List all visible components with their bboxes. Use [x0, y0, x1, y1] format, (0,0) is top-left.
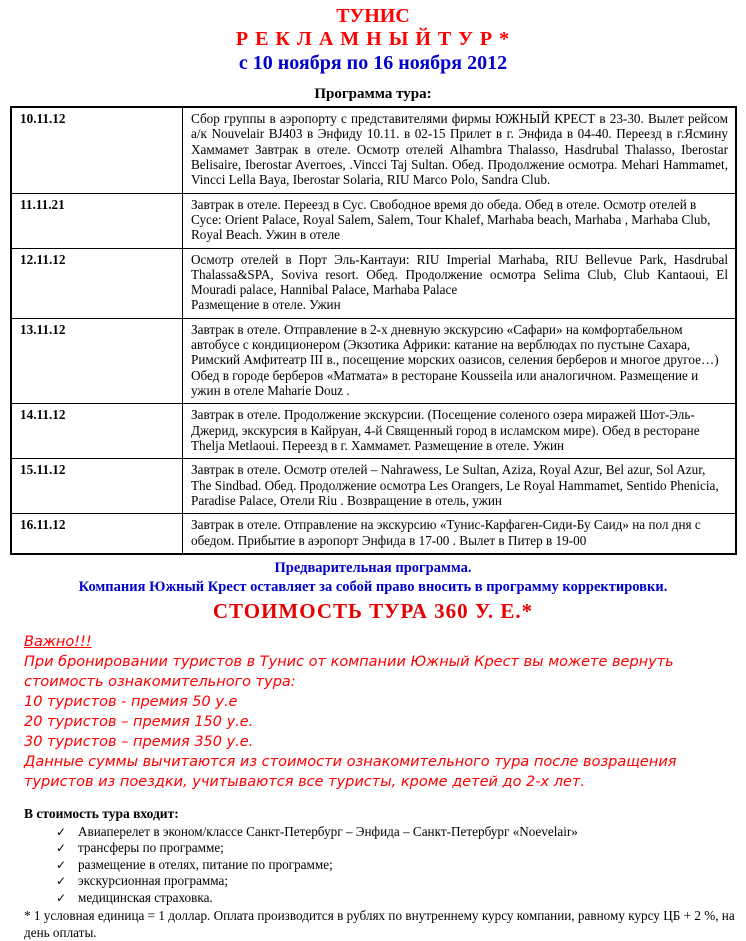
list-item [24, 873, 722, 890]
tour-dates: с 10 ноября по 16 ноября 2012 [238, 52, 508, 74]
list-item [24, 840, 722, 857]
description-text: Завтрак в отеле. Осмотр отелей – Nahrawess, Le Sultan, Aziza, Royal Azur, Bel azur, Sol Azur, The Sindbad. Обед. Продолжение осмотра Les Orangers, Le Royal Hammamet, Sentido Phenicia, Paradise Palace, Отели Riu . Возвращение в отель, ужин [191, 462, 719, 508]
list-item-text: Авиаперелет в эконом/классе Санкт-Петербург – Энфида – Санкт-Петербург «Noevelair» [78, 823, 578, 839]
important-line: Данные суммы вычитаются из стоимости ознакомительного тура после возращения туристов из поездки, учитываются все туристы, кроме детей до 2-х лет. [24, 753, 677, 790]
description-cell [183, 248, 737, 318]
date-cell: 13.11.12 [11, 318, 183, 404]
description-cell [183, 193, 737, 248]
description-cell [183, 107, 737, 193]
description-text: Завтрак в отеле. Переезд в Сус. Свободное время до обеда. Обед в отеле. Осмотр отелей в Сусе: Orient Palace, Royal Salem, Salem, Tour Khalef, Marhaba beach, Marhaba , Marhaba Club, Royal Beach. Ужин в отеле [191, 196, 711, 243]
includes-section [24, 806, 722, 907]
description-text: Завтрак в отеле. Продолжение экскурсии. (Посещение соленого озера миражей Шот-Эль-Джерид, экскурсия в Кайруан, 4-й Священный город в исламском мире). Обед в ресторане Thelja Metlaoui. Переезд в г. Хаммамет. Размещение в отеле. Ужин [191, 407, 700, 453]
description-text: Завтрак в отеле. Отправление в 2-х дневную экскурсию «Сафари» на комфортабельном автобусе с кондиционером (Экзотика Африки: катание на верблюдах по пустыне Сахара, Римский Амфитеатр III в., посещение морских оазисов, селения берберов и многое другое…) Обед в городе берберов «Матмата» в ресторане Kousseila или аналогичном. Размещение и ужин в отеле Maharie Douz . [191, 321, 719, 398]
program-heading: Программа тура: [314, 86, 432, 102]
date-cell: 11.11.21 [11, 193, 183, 248]
table-row [11, 248, 736, 318]
description-text: Сбор группы в аэропорту с представителями фирмы ЮЖНЫЙ КРЕСТ в 23-30. Вылет рейсом а/к Nouvelair BJ403 в Энфиду 10.11. в 02-15 Прилет в г. Энфида в 04-40. Переезд в г.Ясмину Хаммамет Завтрак в отеле. Осмотр отелей Alhambra Thalasso, Hasdrubal Thalasso, Iberostar Belisaire, Iberostar Averroes, .Vincci Taj Sultan. Обед. Продолжение осмотра. Mehari Hammamet, Vincci Lella Baya, Iberostar Solaria, RIU Marco Polo, Sandra Club. [191, 111, 728, 188]
description-text-2: Размещение в отеле. Ужин [191, 297, 341, 313]
description-cell [183, 318, 737, 404]
description-text: Осмотр отелей в Порт Эль-Кантауи: RIU Imperial Marhaba, RIU Bellevue Park, Hasdrubal Thalassa&SPA, Soviva resort. Обед. Продолжение осмотра Selima Club, Club Kantaoui, El Mouradi palace, Hannibal Palace, Marhaba Palace [191, 251, 728, 298]
important-line: 30 туристов – премия 350 у.е. [24, 733, 254, 750]
company-note: Компания Южный Крест оставляет за собой право вносить в программу корректировки. [78, 578, 668, 595]
includes-heading: В стоимость тура входит: [24, 805, 179, 821]
page-title: ТУНИС [336, 5, 410, 27]
date-cell: 14.11.12 [11, 404, 183, 459]
preliminary-note: Предварительная программа. [274, 559, 472, 576]
important-line: 20 туристов – премия 150 у.е. [24, 713, 254, 730]
price-heading: СТОИМОСТЬ ТУРА 360 У. Е.* [212, 598, 534, 623]
program-table [10, 106, 737, 555]
check-icon: ✓ [56, 890, 67, 905]
table-row [11, 193, 736, 248]
list-item [24, 824, 722, 841]
date-cell: 10.11.12 [11, 107, 183, 193]
description-cell [183, 459, 737, 514]
important-line: При бронировании туристов в Тунис от компании Южный Крест вы можете вернуть стоимость ознакомительного тура: [24, 653, 674, 690]
check-icon: ✓ [56, 841, 67, 856]
check-icon: ✓ [56, 874, 67, 889]
date-cell: 15.11.12 [11, 459, 183, 514]
table-row [11, 404, 736, 459]
check-icon: ✓ [56, 824, 67, 839]
table-row [11, 107, 736, 193]
important-heading: Важно!!! [24, 633, 92, 650]
list-item [24, 857, 722, 874]
page-subtitle: Р Е К Л А М Н Ы Й Т У Р * [235, 28, 511, 50]
list-item-text: трансферы по программе; [78, 840, 224, 856]
description-cell [183, 404, 737, 459]
date-cell: 12.11.12 [11, 248, 183, 318]
table-row [11, 318, 736, 404]
table-row [11, 514, 736, 554]
list-item-text: медицинская страховка. [78, 889, 213, 905]
description-cell [183, 514, 737, 554]
list-item-text: размещение в отелях, питание по программе; [78, 856, 333, 872]
table-row [11, 459, 736, 514]
list-item [24, 890, 722, 907]
date-cell: 16.11.12 [11, 514, 183, 554]
important-line: 10 туристов - премия 50 у.е [24, 693, 238, 710]
footnote: * 1 условная единица = 1 доллар. Оплата производится в рублях по внутреннему курсу компании, равному курсу ЦБ + 2 %, на день оплаты. [24, 908, 735, 940]
important-section [24, 632, 722, 792]
check-icon: ✓ [56, 857, 67, 872]
list-item-text: экскурсионная программа; [78, 873, 229, 889]
description-text: Завтрак в отеле. Отправление на экскурсию «Тунис-Карфаген-Сиди-Бу Саид» на пол дня с обедом. Прибытие в аэропорт Энфида в 17-00 . Вылет в Питер в 19-00 [191, 517, 701, 548]
